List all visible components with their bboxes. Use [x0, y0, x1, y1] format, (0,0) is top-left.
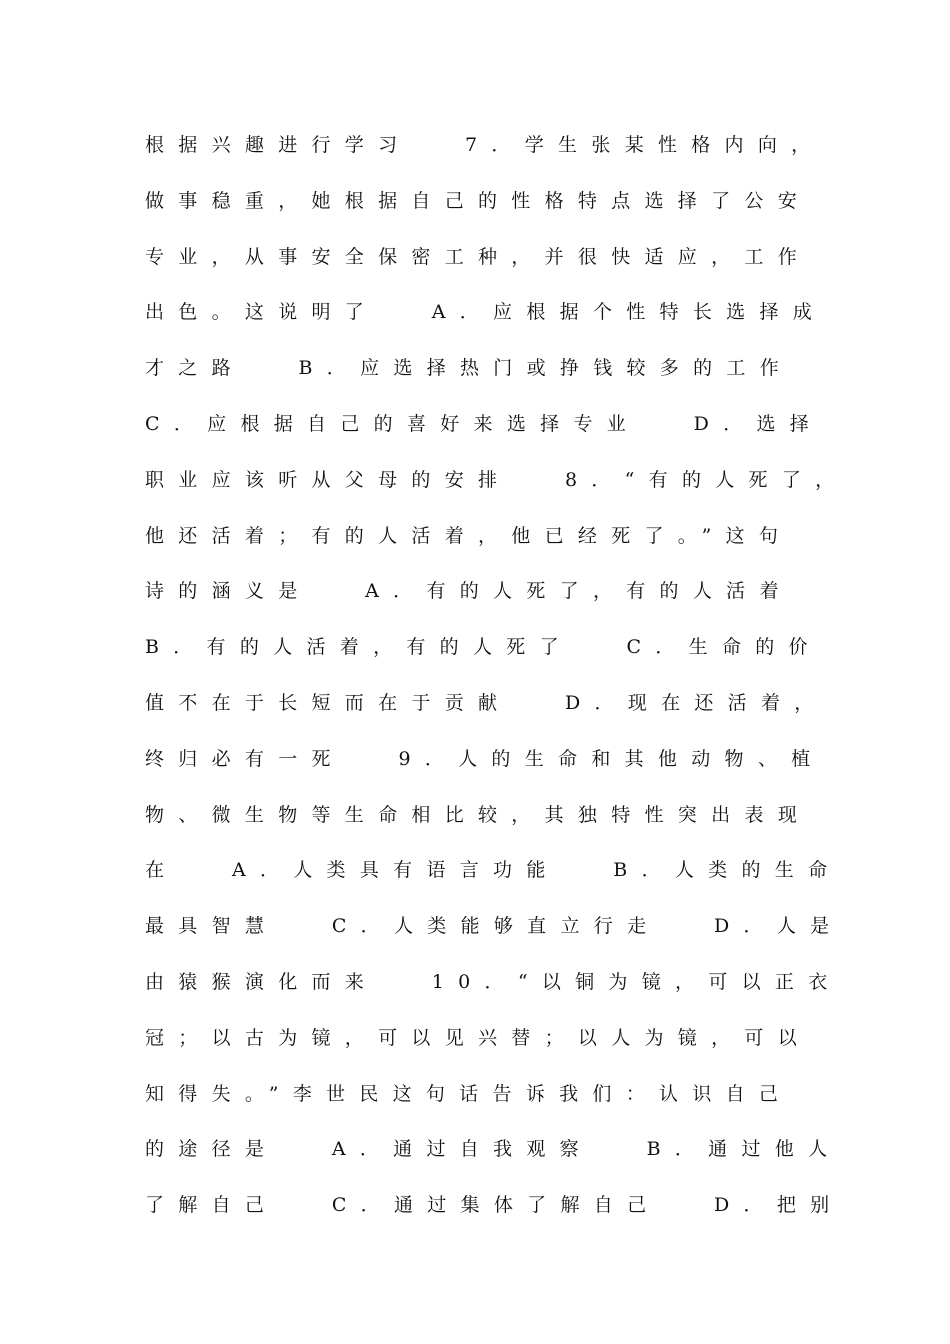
text-line: 冠；以古为镜，可以见兴替；以人为镜，可以: [145, 1026, 812, 1049]
text-line: 物、微生物等生命相比较，其独特性突出表现: [145, 803, 812, 826]
text-line: 职业应该听从父母的安排 8．“有的人死了，: [145, 468, 849, 491]
text-line: 终归必有一死 9．人的生命和其他动物、植: [145, 747, 825, 770]
text-line: 在 A．人类具有语言功能 B．人类的生命: [145, 859, 842, 882]
body-text: [145, 127, 849, 1243]
text-line: 了解自己 C．通过集体了解自己 D．把别: [145, 1194, 844, 1217]
text-line: 根据兴趣进行学习 7．学生张某性格内向，: [145, 134, 825, 156]
text-line: C．应根据自己的喜好来选择专业 D．选择: [145, 412, 824, 435]
text-line: 专业，从事安全保密工种，并很快适应，工作: [145, 245, 812, 268]
text-line: 他还活着；有的人活着，他已经死了。”这句: [145, 524, 793, 547]
text-line: 诗的涵义是 A．有的人死了，有的人活着: [145, 580, 793, 603]
text-line: 值不在于长短而在于贡献 D．现在还活着，: [145, 691, 828, 714]
text-line: B．有的人活着，有的人死了 C．生命的价: [145, 636, 822, 659]
text-line: 的途径是 A．通过自我观察 B．通过他人: [145, 1138, 842, 1161]
text-line: 知得失。”李世民这句话告诉我们：认识自己: [145, 1082, 793, 1105]
text-line: 最具智慧 C．人类能够直立行走 D．人是: [145, 915, 844, 938]
text-line: 做事稳重，她根据自己的性格特点选择了公安: [145, 189, 812, 212]
text-line: 才之路 B．应选择热门或挣钱较多的工作: [145, 357, 794, 380]
text-line: 由猿猴演化而来 10．“以铜为镜，可以正衣: [145, 970, 842, 993]
text-line: 出色。这说明了 A．应根据个性特长选择成: [145, 301, 827, 324]
